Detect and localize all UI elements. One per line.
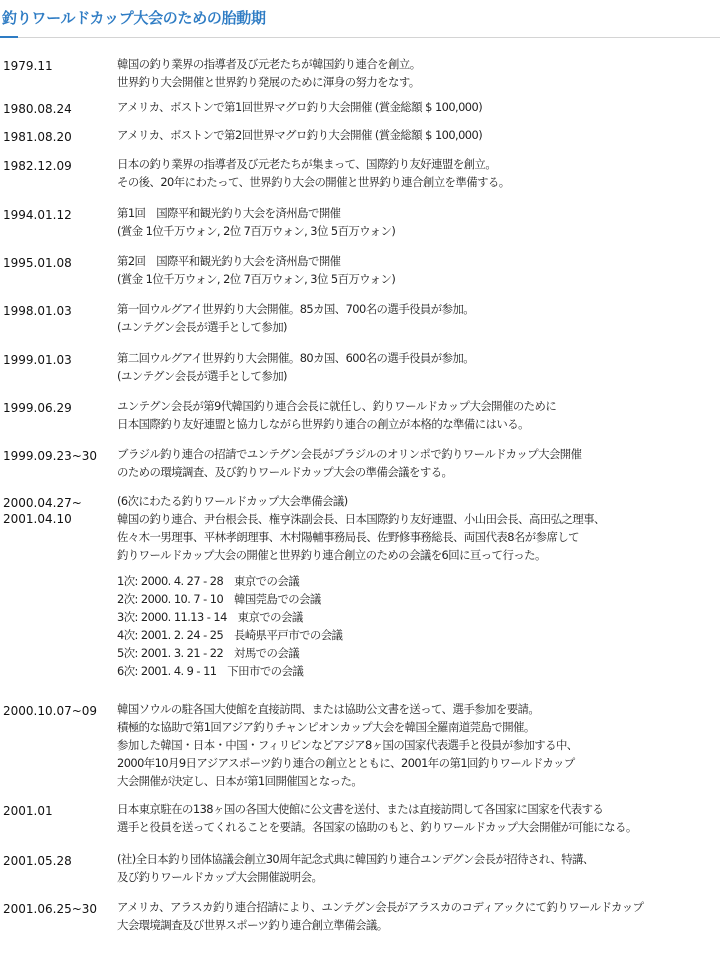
- entry-description-line: 第二回ウルグアイ世界釣り大会開催。80カ国、600名の選手役員が参加。: [117, 351, 475, 365]
- entry-date: [3, 101, 115, 117]
- entry-description: [117, 252, 395, 288]
- meeting-schedule-line: 5次: 2001. 3. 21 - 22 対馬での会議: [117, 646, 300, 660]
- entry-description-line: アメリカ、アラスカ釣り連合招請により、ユンテグン会長がアラスカのコディアックにて釣りワールドカップ: [117, 900, 644, 914]
- entry-description-line: 釣りワールドカップ大会の開催と世界釣り連合創立のための会議を6回に亘って行った。: [117, 548, 546, 562]
- entry-description-line: 韓国ソウルの駐各国大使館を直接訪問、または協助公文書を送って、選手参加を要請。: [117, 702, 540, 716]
- entry-description-line: アメリカ、ボストンで第2回世界マグロ釣り大会開催 (賞金総額 $ 100,000): [117, 128, 483, 142]
- entry-description: [117, 898, 643, 934]
- entry-description-line: 韓国の釣り業界の指導者及び元老たちが韓国釣り連合を創立。: [117, 57, 421, 71]
- entry-date: [3, 803, 115, 819]
- entry-date: [3, 158, 115, 174]
- entry-date: [3, 448, 115, 464]
- entry-description-line: 大会環境調査及び世界スポーツ釣り連合創立準備会議。: [117, 918, 388, 932]
- entry-description-line: ブラジル釣り連合の招請でユンテグン会長がブラジルのオリンポで釣りワールドカップ大会開催: [117, 447, 582, 461]
- title-divider-accent: [0, 36, 18, 38]
- entry-description-line: (賞金 1位千万ウォン, 2位 7百万ウォン, 3位 5百万ウォン): [117, 224, 396, 238]
- meeting-schedule-line: 4次: 2001. 2. 24 - 25 長崎県平戸市での会議: [117, 628, 343, 642]
- entry-description: [117, 55, 421, 91]
- entry-description-line: 及び釣りワールドカップ大会開催説明会。: [117, 870, 323, 884]
- entry-description-line: 第2回 国際平和観光釣り大会を済州島で開催: [117, 254, 341, 268]
- entry-date: [3, 703, 115, 719]
- entry-date-line: 2001.05.28: [3, 854, 72, 868]
- entry-description-line: (賞金 1位千万ウォン, 2位 7百万ウォン, 3位 5百万ウォン): [117, 272, 396, 286]
- entry-description: [117, 850, 594, 886]
- page-title: 釣りワールドカップ大会のための胎動期: [2, 9, 266, 27]
- entry-date: [3, 901, 115, 917]
- entry-date-line: 1999.09.23~30: [3, 449, 98, 463]
- entry-date-line: 2000.04.27~: [3, 496, 82, 510]
- entry-description-line: 参加した韓国・日本・中国・フィリピンなどアジア8ヶ国の国家代表選手と役員が参加する中、: [117, 738, 578, 752]
- entry-date-line: 2001.01: [3, 804, 53, 818]
- entry-description-line: のための環境調査、及び釣りワールドカップ大会の準備会議をする。: [117, 465, 453, 479]
- title-divider: [0, 37, 720, 38]
- entry-spacer: [117, 564, 605, 572]
- entry-date-line: 1998.01.03: [3, 304, 72, 318]
- entry-description-line: (6次にわたる釣りワールドカップ大会準備会議): [117, 494, 348, 508]
- entry-description: [117, 155, 510, 191]
- entry-description: [117, 397, 556, 433]
- entry-date-line: 2000.10.07~09: [3, 704, 98, 718]
- entry-date-line: 1980.08.24: [3, 102, 72, 116]
- meeting-schedule-line: 6次: 2001. 4. 9 - 11 下田市での会議: [117, 664, 304, 678]
- entry-description-line: 韓国の釣り連合、尹台根会長、権亨洙副会長、日本国際釣り友好連盟、小山田会長、高田弘之理事、: [117, 512, 605, 526]
- entry-date-line: 1982.12.09: [3, 159, 72, 173]
- entry-date-line: 1999.01.03: [3, 353, 72, 367]
- entry-description-line: 佐々木一男理事、平林孝朗理事、木村陽輔事務局長、佐野修事務総長、両国代表8名が参席して: [117, 530, 580, 544]
- entry-date: [3, 853, 115, 869]
- entry-description: [117, 492, 605, 680]
- entry-date: [3, 400, 115, 416]
- meeting-schedule-line: 3次: 2000. 11.13 - 14 東京での会議: [117, 610, 303, 624]
- entry-description-line: 積極的な協助で第1回アジア釣りチャンピオンカップ大会を韓国全羅南道莞島で開催。: [117, 720, 535, 734]
- entry-date: [3, 129, 115, 145]
- entry-date: [3, 352, 115, 368]
- entry-date: [3, 495, 115, 527]
- entry-description-line: (社)全日本釣り団体協議会創立30周年記念式典に韓国釣り連合ユンデグン会長が招待され、特講、: [117, 852, 594, 866]
- entry-description-line: その後、20年にわたって、世界釣り大会の開催と世界釣り連合創立を準備する。: [117, 175, 510, 189]
- entry-date-line: 2001.06.25~30: [3, 902, 98, 916]
- entry-date-line: 2001.04.10: [3, 512, 72, 526]
- entry-date-line: 1999.06.29: [3, 401, 72, 415]
- entry-date-line: 1994.01.12: [3, 208, 72, 222]
- entry-description-line: 日本国際釣り友好連盟と協力しながら世界釣り連合の創立が本格的な準備にはいる。: [117, 417, 529, 431]
- entry-description: [117, 204, 395, 240]
- entry-description-line: 第一回ウルグアイ世界釣り大会開催。85カ国、700名の選手役員が参加。: [117, 302, 475, 316]
- entry-description: [117, 300, 474, 336]
- entry-date-line: 1979.11: [3, 59, 53, 73]
- entry-description: [117, 126, 482, 144]
- entry-description: [117, 445, 581, 481]
- entry-description: [117, 349, 474, 385]
- entry-description-line: (ユンテグン会長が選手として参加): [117, 320, 287, 334]
- entry-date: [3, 303, 115, 319]
- entry-date-line: 1981.08.20: [3, 130, 72, 144]
- entry-description-line: 選手と役員を送ってくれることを要請。各国家の協助のもと、釣りワールドカップ大会開催が可能になる。: [117, 820, 637, 834]
- entry-description-line: 大会開催が決定し、日本が第1回開催国となった。: [117, 774, 363, 788]
- entry-description-line: アメリカ、ボストンで第1回世界マグロ釣り大会開催 (賞金総額 $ 100,000): [117, 100, 483, 114]
- entry-description: [117, 700, 578, 790]
- entry-date-line: 1995.01.08: [3, 256, 72, 270]
- entry-description-line: 2000年10月9日アジアスポーツ釣り連合の創立とともに、2001年の第1回釣りワールドカップ: [117, 756, 575, 770]
- entry-description-line: ユンテグン会長が第9代韓国釣り連合会長に就任し、釣りワールドカップ大会開催のために: [117, 399, 557, 413]
- entry-date: [3, 255, 115, 271]
- entry-description-line: 日本東京駐在の138ヶ国の各国大使館に公文書を送付、または直接訪問して各国家に国家を代表する: [117, 802, 604, 816]
- meeting-schedule-line: 2次: 2000. 10. 7 - 10 韓国莞島での会議: [117, 592, 321, 606]
- entry-description-line: 世界釣り大会開催と世界釣り発展のために渾身の努力をなす。: [117, 75, 420, 89]
- entry-description: [117, 98, 482, 116]
- entry-description-line: 第1回 国際平和観光釣り大会を済州島で開催: [117, 206, 341, 220]
- entry-description-line: 日本の釣り業界の指導者及び元老たちが集まって、国際釣り友好連盟を創立。: [117, 157, 497, 171]
- entry-date: [3, 207, 115, 223]
- entry-description-line: (ユンテグン会長が選手として参加): [117, 369, 287, 383]
- entry-description: [117, 800, 637, 836]
- meeting-schedule-line: 1次: 2000. 4. 27 - 28 東京での会議: [117, 574, 300, 588]
- entry-date: [3, 58, 115, 74]
